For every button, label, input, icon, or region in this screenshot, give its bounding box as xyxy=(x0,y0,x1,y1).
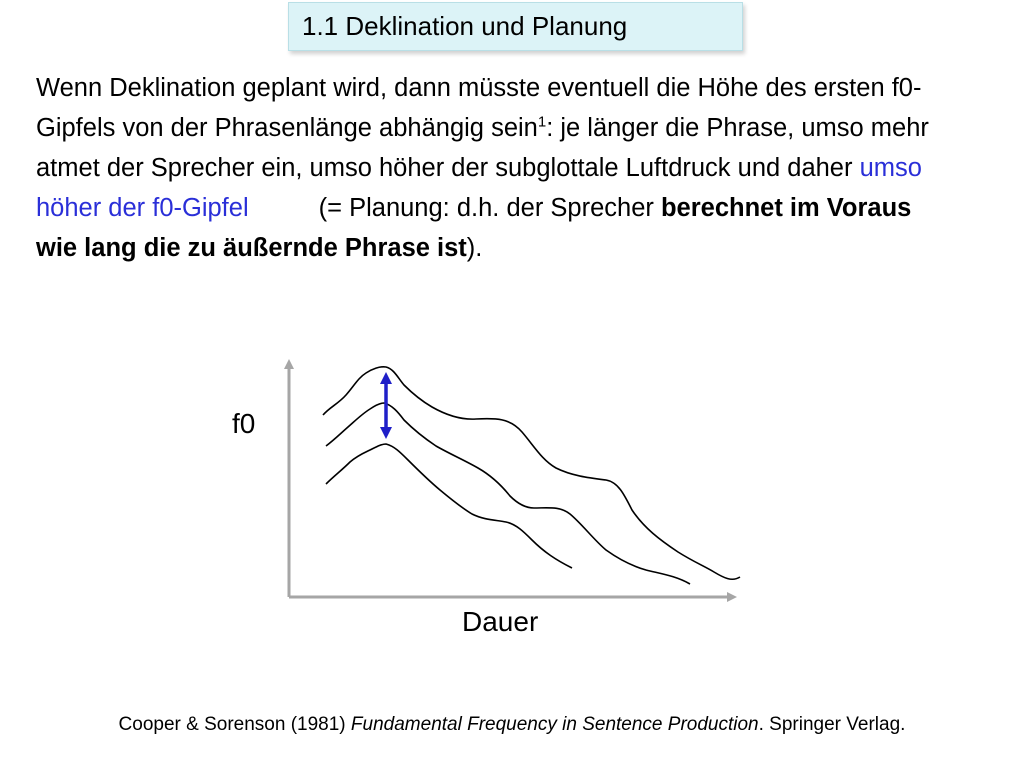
bold-text: berechnet im Voraus wie lang die zu äußernde Phrase ist xyxy=(36,194,912,262)
y-axis-label: f0 xyxy=(232,408,256,439)
paragraph-part2: : je länger die Phrase, umso mehr atmet der Sprecher ein, umso höher der subglottale Luftdruck und daher xyxy=(36,114,929,182)
citation-work: Fundamental Frequency in Sentence Production xyxy=(350,714,759,735)
highlight-text: umso höher der f0-Gipfel xyxy=(36,154,922,222)
citation-publisher: . Springer Verlag. xyxy=(758,714,906,735)
citation xyxy=(0,714,1024,736)
paragraph-part4: ). xyxy=(466,234,483,262)
x-axis-label: Dauer xyxy=(462,606,539,637)
citation-authors: Cooper & Sorenson (1981) xyxy=(118,714,351,735)
footnote-mark: 1 xyxy=(537,113,547,131)
paragraph-part1: Wenn Deklination geplant wird, dann müsste eventuell die Höhe des ersten f0-Gipfels von der Phrasenlänge abhängig sein xyxy=(36,74,922,142)
f0-curve-short xyxy=(326,444,572,568)
paragraph-part3: (= Planung: d.h. der Sprecher xyxy=(318,194,661,222)
slide-title: 1.1 Deklination und Planung xyxy=(302,11,628,41)
f0-curve-medium xyxy=(326,403,690,584)
